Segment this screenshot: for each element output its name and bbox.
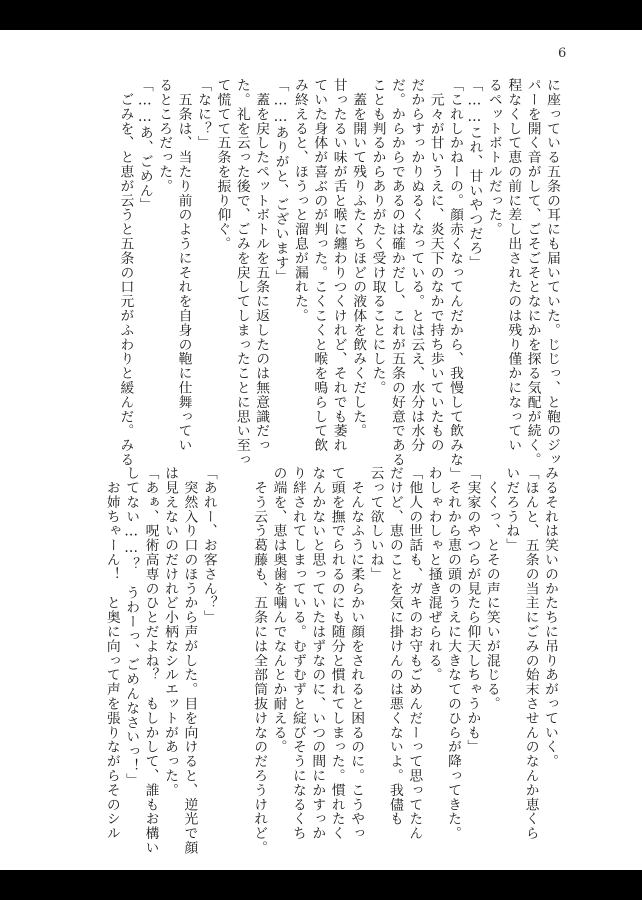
text-line: るペットボトルだった。 [485, 78, 502, 237]
text-line: なんかないと思っていたはずなのに、いつの間にかすっか [309, 466, 326, 841]
text-line: 突然入り口のほうから声がした。目を向けると、逆光で顔 [181, 466, 198, 855]
text-line: ことも判るからありがたく受け取ることにした。 [369, 78, 386, 395]
text-line: してない……？ うわーっ、ごめんなさいっ！」 [123, 466, 140, 788]
text-line: 五条は、当たり前のようにそれを自身の鞄に仕舞ってい [175, 78, 192, 453]
text-line: に座っている五条の耳にも届いていた。じじっ、と鞄のジッ [544, 78, 560, 467]
text-line: 云って欲しいね」 [367, 466, 384, 582]
text-line: いだろうね」 [503, 466, 520, 553]
text-line: それから恵の頭のうえに大きなてのひらが降ってきた。 [445, 466, 462, 841]
text-line: くくっ、とその声に笑いが混じる。 [483, 466, 500, 711]
text-line: お姉ちゃーん！ と奥に向って声を張りながらそのシル [103, 466, 120, 841]
top-bleed-bar [0, 0, 642, 30]
text-line: ごみを、と恵が云うと五条の口元がふわりと緩んだ。みる [117, 78, 134, 467]
text-line: だからすっかりぬるくなっている。とは云え、水分は水分 [408, 78, 425, 453]
text-line: て頭を撫でられるのにも随分と慣れてしまった。慣れたく [328, 466, 345, 841]
text-line: 「……あ、ごめん」 [136, 78, 153, 212]
text-line: 「他人の世話も、ガキのお守もごめんだーって思ってたん [406, 466, 423, 841]
text-line: るところだった。 [156, 78, 173, 194]
text-line: そんなふうに柔らかい顔をされると困るのに。こうやっ [348, 466, 365, 841]
text-line: そう云う葛藤も、五条には全部筒抜けなのだろうけれど。 [251, 466, 268, 855]
text-line: みるそれは笑いのかたちに吊りあがっていく。 [542, 466, 558, 769]
text-line: だ。からからであるのは確かだし、これが五条の好意である [388, 78, 405, 467]
text-line: ていた身体が喜ぶのが判った。こくこくと喉を鳴らして飲 [311, 78, 328, 453]
text-line: 「あぁ、呪術高専のひとだよね？ もしかして、誰もお構い [142, 466, 159, 855]
text-line: は見えないのだけれど小柄なシルエットがあった。 [161, 466, 178, 798]
text-line: て慌てて五条を振り仰ぐ。 [214, 78, 231, 251]
blank-line [220, 466, 230, 838]
text-line: 元々が甘いうえに、炎天下のなかで持ち歩いていたもの [427, 78, 444, 453]
top-text-block [84, 78, 560, 482]
text-line: パーを開く音がして、ごそごそとなにかを探る気配が続く。 [524, 78, 541, 467]
text-line: の端を、恵は奥歯を噛んでなんとか耐える。 [270, 466, 287, 754]
text-line: 「これしかねーの。顔赤くなってんだから、我慢して飲みな」 [447, 78, 464, 482]
text-line: だけど、恵のことを気に掛けんのは悪くないよ。我儘も [386, 466, 403, 826]
text-line: 蓋を開いて残りふたくちほどの液体を飲みくだした。 [350, 78, 367, 438]
blank-line [236, 466, 246, 838]
text-line: 「実家のやつらが見たら仰天しちゃうかも」 [464, 466, 481, 754]
text-line: 「ほんと、五条の当主にごみの始末させんのなんか恵くら [522, 466, 539, 841]
text-line: 「……ありがと、ございます」 [272, 78, 289, 284]
text-line: 「あれー、お客さん？」 [200, 466, 217, 625]
text-line: 蓋を戻したペットボトルを五条に返したのは無意識だっ [253, 78, 270, 453]
text-line: 程なくして恵の前に差し出されたのは残り僅かになってい [505, 78, 522, 453]
page-number: 6 [558, 46, 567, 61]
bottom-text-block [103, 466, 558, 855]
bottom-bleed-bar [0, 870, 642, 900]
text-line: り絆されてしまっている。むずむずと綻びそうになるくち [289, 466, 306, 841]
text-line: 「なに？」 [194, 78, 211, 150]
text-line: わしゃわしゃと掻き混ぜられる。 [425, 466, 442, 682]
text-line: た。礼を云った後で、ごみを戻してしまったことに思い至っ [233, 78, 250, 467]
text-line: み終えると、ほうっと溜息が漏れた。 [291, 78, 308, 323]
text-line: 甘ったるい味が舌と喉に纏わりつくけれど、それでも萎れ [330, 78, 347, 453]
text-line: 「……これ、甘いやつだろ」 [466, 78, 483, 270]
